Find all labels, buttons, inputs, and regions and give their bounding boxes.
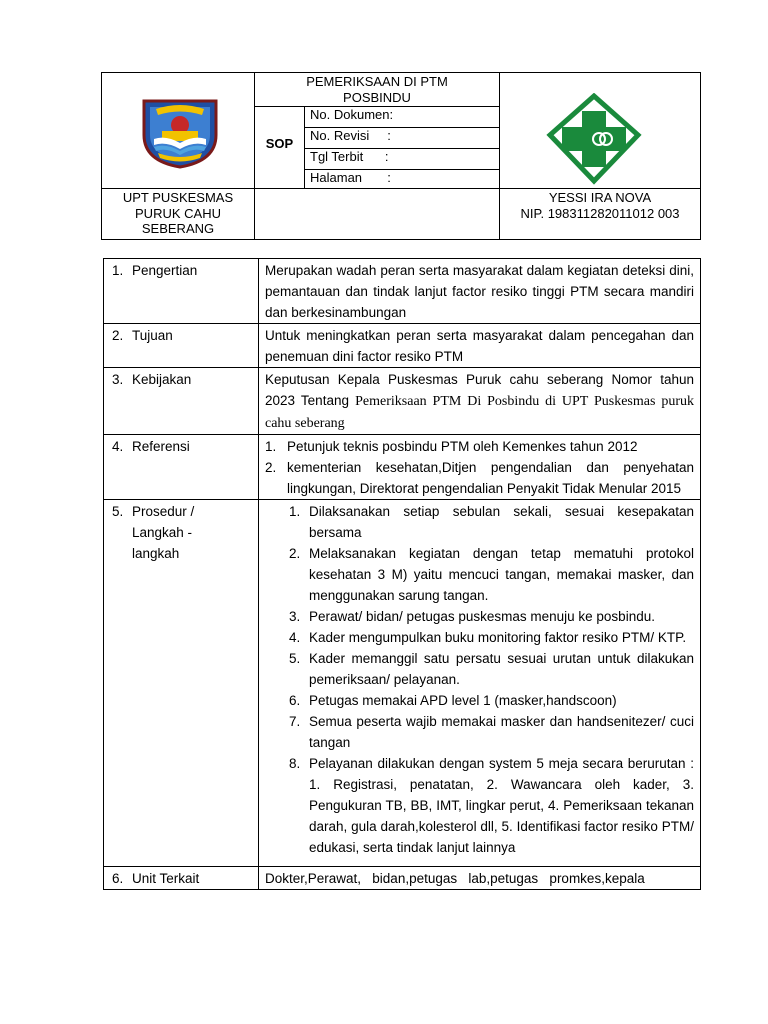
sop-label: SOP bbox=[265, 136, 294, 151]
list-item bbox=[265, 627, 694, 648]
item-number: 8. bbox=[289, 756, 301, 771]
row-value: Dokter,Perawat, bidan,petugas lab,petugas promkes,kepala bbox=[259, 867, 701, 890]
row-number: 5. bbox=[112, 504, 124, 519]
table-row bbox=[104, 867, 701, 890]
row-label-text: Kebijakan bbox=[132, 372, 192, 387]
field-no-revisi: No. Revisi : bbox=[310, 128, 391, 143]
header-divider bbox=[304, 106, 305, 188]
row-value: Untuk meningkatkan peran serta masyarakat dalam pencegahan dan penemuan dini factor resiko PTM bbox=[259, 324, 701, 368]
row-number: 3. bbox=[112, 372, 124, 387]
item-number: 1. bbox=[289, 504, 301, 519]
item-text: Perawat/ bidan/ petugas puskesmas menuju ke posbindu. bbox=[309, 609, 655, 624]
row-value: Merupakan wadah peran serta masyarakat dalam kegiatan deteksi dini, pemantauan dan tindak lanjut factor resiko tinggi PTM secara mandiri dan berkesinambungan bbox=[259, 259, 701, 324]
list-item bbox=[265, 648, 694, 690]
row-label-text: Pengertian bbox=[132, 263, 198, 278]
item-text: kementerian kesehatan,Ditjen pengendalian dan penyehatan lingkungan, Direktorat pengendalian Penyakit Tidak Menular 2015 bbox=[287, 460, 694, 496]
list-item bbox=[265, 711, 694, 753]
item-text: Dilaksanakan setiap sebulan sekali, sesuai kesepakatan bersama bbox=[309, 504, 694, 540]
row-label bbox=[104, 867, 259, 890]
item-number: 6. bbox=[289, 693, 301, 708]
item-text: Pelayanan dilakukan dengan system 5 meja secara berurutan : 1. Registrasi, penatatan, 2. Wawancara oleh kader, 3. Pengukuran TB, BB, IMT, lingkar perut, 4. Pemeriksaan tekanan darah, gula darah,kolesterol dll, 5. Identifikasi factor resiko PTM/ edukasi, serta tindak lanjut lainnya bbox=[309, 756, 694, 855]
regional-emblem-icon bbox=[136, 95, 224, 169]
header-table bbox=[101, 72, 701, 240]
signer-nip: NIP. 198311282011012 003 bbox=[520, 205, 680, 221]
list-item bbox=[265, 690, 694, 711]
puskesmas-cross-logo-icon bbox=[546, 93, 642, 185]
item-text: Petunjuk teknis posbindu PTM oleh Kemenkes tahun 2012 bbox=[287, 439, 638, 454]
row-label bbox=[104, 259, 259, 324]
list-item bbox=[265, 606, 694, 627]
table-row bbox=[104, 259, 701, 324]
row-label-text: Unit Terkait bbox=[132, 871, 200, 886]
item-text: Kader mengumpulkan buku monitoring faktor resiko PTM/ KTP. bbox=[309, 630, 687, 645]
table-row bbox=[104, 368, 701, 435]
item-text: Petugas memakai APD level 1 (masker,handscoon) bbox=[309, 693, 617, 708]
reference-list bbox=[265, 436, 694, 499]
title-line: PEMERIKSAAN DI PTM bbox=[306, 74, 448, 89]
row-value bbox=[259, 500, 701, 867]
row-label-text: Tujuan bbox=[132, 328, 173, 343]
item-number: 2. bbox=[265, 460, 277, 475]
sop-content-table bbox=[103, 258, 701, 890]
row-label-text: Prosedur / bbox=[132, 504, 195, 519]
row-number: 1. bbox=[112, 263, 124, 278]
item-number: 5. bbox=[289, 651, 301, 666]
item-text: Semua peserta wajib memakai masker dan handsenitezer/ cuci tangan bbox=[309, 714, 694, 750]
list-item bbox=[265, 457, 694, 499]
field-tgl-terbit: Tgl Terbit : bbox=[310, 149, 389, 164]
table-row bbox=[104, 435, 701, 500]
item-number: 1. bbox=[265, 439, 277, 454]
field-no-dokumen: No. Dokumen: bbox=[310, 107, 394, 122]
organization-name bbox=[102, 190, 254, 237]
row-label bbox=[104, 435, 259, 500]
row-number: 6. bbox=[112, 871, 124, 886]
policy-title: Pemeriksaan PTM Di Posbindu di UPT Puskesmas puruk cahu seberang bbox=[265, 394, 694, 431]
item-number: 4. bbox=[289, 630, 301, 645]
item-number: 7. bbox=[289, 714, 301, 729]
signer-name: YESSI IRA NOVA bbox=[548, 190, 652, 205]
org-line: PURUK CAHU bbox=[135, 205, 221, 221]
org-line: UPT PUSKESMAS bbox=[122, 190, 234, 205]
list-item bbox=[265, 501, 694, 543]
item-text: Melaksanakan kegiatan dengan tetap mematuhi protokol kesehatan 3 M) yaitu mencuci tangan, memakai masker, dan menggunakan sarung tangan. bbox=[309, 546, 694, 603]
signer-block bbox=[500, 190, 700, 221]
list-item bbox=[265, 543, 694, 606]
org-line: SEBERANG bbox=[141, 221, 215, 236]
row-number: 2. bbox=[112, 328, 124, 343]
row-value bbox=[259, 368, 701, 435]
procedure-list bbox=[265, 501, 694, 866]
row-value bbox=[259, 435, 701, 500]
field-halaman: Halaman : bbox=[310, 170, 391, 185]
table-row bbox=[104, 324, 701, 368]
row-label-text: Langkah - bbox=[132, 525, 193, 540]
row-label bbox=[104, 500, 259, 867]
row-label-text: langkah bbox=[132, 546, 180, 561]
policy-text: Keputusan Kepala Puskesmas Puruk cahu seberang Nomor tahun 2023 Tentang bbox=[265, 372, 694, 408]
item-number: 3. bbox=[289, 609, 301, 624]
row-label-text: Referensi bbox=[132, 439, 190, 454]
item-number: 2. bbox=[289, 546, 301, 561]
header-divider bbox=[102, 188, 700, 189]
list-item bbox=[265, 436, 694, 457]
list-item bbox=[265, 753, 694, 866]
item-text: Kader memanggil satu persatu sesuai urutan untuk dilakukan pemeriksaan/ pelayanan. bbox=[309, 651, 694, 687]
row-label bbox=[104, 324, 259, 368]
row-number: 4. bbox=[112, 439, 124, 454]
table-row bbox=[104, 500, 701, 867]
document-title bbox=[255, 74, 499, 106]
row-label bbox=[104, 368, 259, 435]
title-line: POSBINDU bbox=[343, 90, 411, 105]
